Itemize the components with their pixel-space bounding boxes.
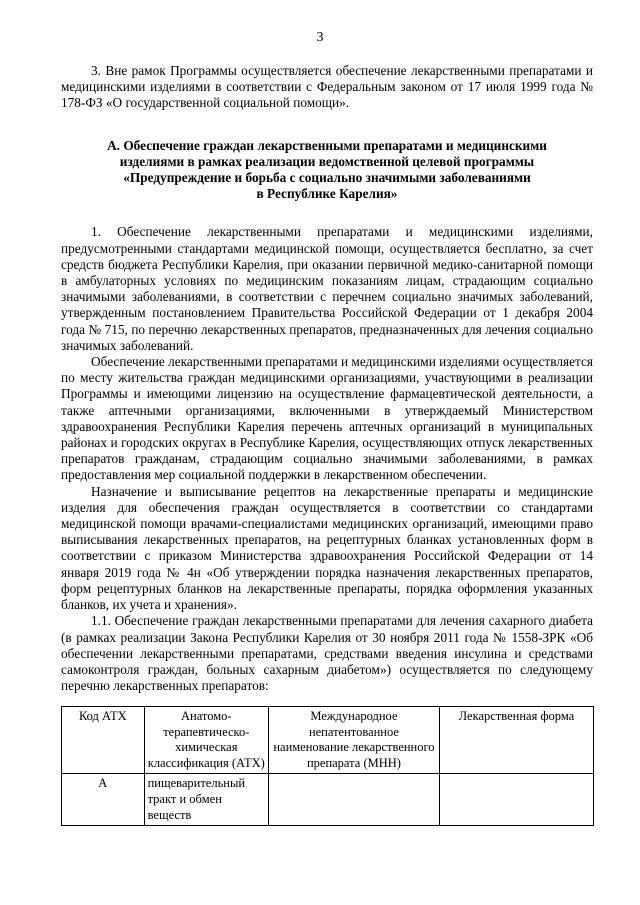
header-dosage-form: Лекарственная форма [439, 707, 593, 774]
header-atx-code: Код АТХ [62, 707, 145, 774]
atx-table [61, 706, 594, 826]
page-number: 3 [316, 30, 324, 45]
header-atx-classification: Анатомо-терапевтическо-химическая классификация (АТХ) [144, 707, 268, 774]
heading-line: А. Обеспечение граждан лекарственными препаратами и медицинскими [107, 137, 547, 153]
heading-line: «Предупреждение и борьба с социально значимыми заболеваниями [123, 170, 531, 186]
cell-atx-classification: пищеварительный тракт и обмен веществ [144, 774, 268, 826]
paragraph-provision: Обеспечение лекарственными препаратами и медицинскими изделиями осуществляется по месту жительства граждан медицинскими организациями, участвующими в реализации Программы и имеющими лицензию на осуществление фармацевтической деятельности, а также аптечными организациями, включенными в утверждаемый Министерством здравоохранения Республики Карелия перечень аптечных организаций в муниципальных районах и городских округах в Республике Карелия, осуществляющих отпуск лекарственных препаратов гражданам, страдающим социально значимыми заболеваниями, в рамках предоставления мер социальной поддержки в лекарственном обеспечении. [61, 354, 593, 483]
paragraph-item-3: 3. Вне рамок Программы осуществляется обеспечение лекарственными препаратами и медицинскими изделиями в соответствии с Федеральным законом от 17 июля 1999 года № 178-ФЗ «О государственной социальной помощи». [61, 63, 593, 111]
header-inn: Международное непатентованное наименование лекарственного препарата (МНН) [269, 707, 440, 774]
document-body [61, 63, 593, 694]
heading-line: изделиями в рамках реализации ведомственной целевой программы [119, 153, 535, 169]
cell-atx-code: А [62, 774, 145, 826]
section-heading [61, 138, 593, 203]
paragraph-1: 1. Обеспечение лекарственными препаратами и медицинскими изделиями, предусмотренными стандартами медицинской помощи, осуществляется бесплатно, за счет средств бюджета Республики Карелия, при оказании первичной медико-санитарной помощи в амбулаторных условиях по медицинским показаниям лицам, страдающим социально значимыми заболеваниями, в соответствии с перечнем социально значимых заболеваний, утвержденным постановлением Правительства Российской Федерации от 1 декабря 2004 года № 715, по перечню лекарственных препаратов, предназначенных для лечения социально значимых заболеваний. [61, 224, 593, 353]
heading-line: в Республике Карелия» [256, 186, 398, 202]
paragraph-prescription: Назначение и выписывание рецептов на лекарственные препараты и медицинские изделия для обеспечения граждан осуществляется в соответствии со стандартами медицинской помощи врачами-специалистами медицинских организаций, имеющими право выписывания лекарственных препаратов, на рецептурных бланках установленных форм в соответствии с приказом Министерства здравоохранения Российской Федерации от 14 января 2019 года № 4н «Об утверждении порядка назначения лекарственных препаратов, форм рецептурных бланков на лекарственные препараты, порядка оформления указанных бланков, их учета и хранения». [61, 483, 593, 613]
cell-inn [269, 774, 440, 826]
table-row [62, 774, 594, 826]
paragraph-1-1: 1.1. Обеспечение граждан лекарственными препаратами для лечения сахарного диабета (в рамках реализации Закона Республики Карелия от 30 ноября 2011 года № 1558-ЗРК «Об обеспечении лекарственными препаратами, средствами введения инсулина и средствами самоконтроля граждан, больных сахарным диабетом») осуществляется по следующему перечню лекарственных препаратов: [61, 613, 593, 694]
cell-dosage-form [439, 774, 593, 826]
table-header-row [62, 707, 594, 774]
